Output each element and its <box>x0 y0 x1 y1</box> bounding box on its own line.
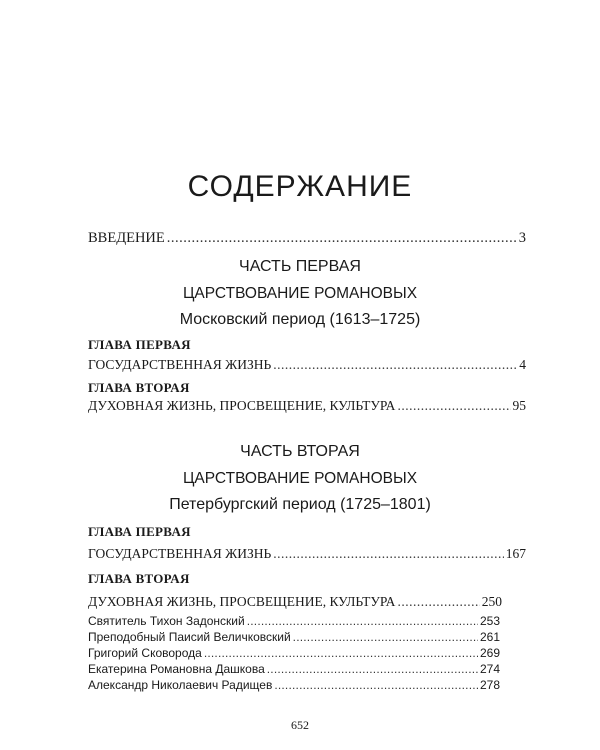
toc-row-person[interactable] <box>88 662 500 676</box>
toc-row-person[interactable] <box>88 646 500 660</box>
leader-dots <box>273 546 503 562</box>
toc-label: Александр Николаевич Радищев <box>88 678 273 692</box>
leader-dots <box>267 662 478 676</box>
part1-label: ЧАСТЬ ПЕРВАЯ <box>239 258 361 275</box>
toc-label: ДУХОВНАЯ ЖИЗНЬ, ПРОСВЕЩЕНИЕ, КУЛЬТУРА <box>88 398 396 413</box>
leader-dots <box>247 614 478 628</box>
toc-row-part1-ch2[interactable] <box>88 398 526 414</box>
toc-title: СОДЕРЖАНИЕ <box>187 170 413 203</box>
toc-label: Святитель Тихон Задонский <box>88 614 245 628</box>
toc-page: 3 <box>518 230 526 246</box>
toc-page: 95 <box>512 398 526 413</box>
leader-dots <box>397 594 479 610</box>
toc-label: ГОСУДАРСТВЕННАЯ ЖИЗНЬ <box>88 546 272 561</box>
toc-label: ДУХОВНАЯ ЖИЗНЬ, ПРОСВЕЩЕНИЕ, КУЛЬТУРА <box>88 594 396 609</box>
toc-label: ГОСУДАРСТВЕННАЯ ЖИЗНЬ <box>88 357 272 372</box>
leader-dots <box>293 630 478 644</box>
leader-dots <box>167 230 517 247</box>
leader-dots <box>397 398 510 414</box>
leader-dots <box>274 678 478 692</box>
toc-row-part2-ch1[interactable] <box>88 546 526 562</box>
part1-chapter1-heading: ГЛАВА ПЕРВАЯ <box>88 337 191 352</box>
toc-row-part2-ch2[interactable] <box>88 594 502 610</box>
toc-page: 269 <box>479 646 500 660</box>
toc-label: ВВЕДЕНИЕ <box>88 230 165 246</box>
part2-period: Петербургский период (1725–1801) <box>169 496 431 513</box>
toc-row-part1-ch1[interactable] <box>88 357 526 373</box>
toc-page: 250 <box>481 594 502 609</box>
toc-label: Преподобный Паисий Величковский <box>88 630 291 644</box>
toc-page: 278 <box>479 678 500 692</box>
toc-page: 274 <box>479 662 500 676</box>
toc-row-person[interactable] <box>88 678 500 692</box>
part1-period: Московский период (1613–1725) <box>179 311 421 328</box>
toc-page: 4 <box>519 357 526 372</box>
toc-label: Екатерина Романовна Дашкова <box>88 662 265 676</box>
leader-dots <box>273 357 517 373</box>
part2-label: ЧАСТЬ ВТОРАЯ <box>240 443 360 460</box>
toc-row-intro[interactable] <box>88 230 526 247</box>
part1-subtitle: ЦАРСТВОВАНИЕ РОМАНОВЫХ <box>182 285 418 302</box>
leader-dots <box>204 646 478 660</box>
part2-subtitle: ЦАРСТВОВАНИЕ РОМАНОВЫХ <box>182 470 418 487</box>
part2-chapter1-heading: ГЛАВА ПЕРВАЯ <box>88 524 191 539</box>
part1-chapter2-heading: ГЛАВА ВТОРАЯ <box>88 380 190 395</box>
toc-page: 261 <box>479 630 500 644</box>
page-number: 652 <box>291 718 309 732</box>
toc-page: 167 <box>505 546 526 561</box>
toc-row-person[interactable] <box>88 630 500 644</box>
part2-chapter2-heading: ГЛАВА ВТОРАЯ <box>88 571 190 586</box>
toc-page: 253 <box>479 614 500 628</box>
toc-row-person[interactable] <box>88 614 500 628</box>
toc-label: Григорий Сковорода <box>88 646 202 660</box>
